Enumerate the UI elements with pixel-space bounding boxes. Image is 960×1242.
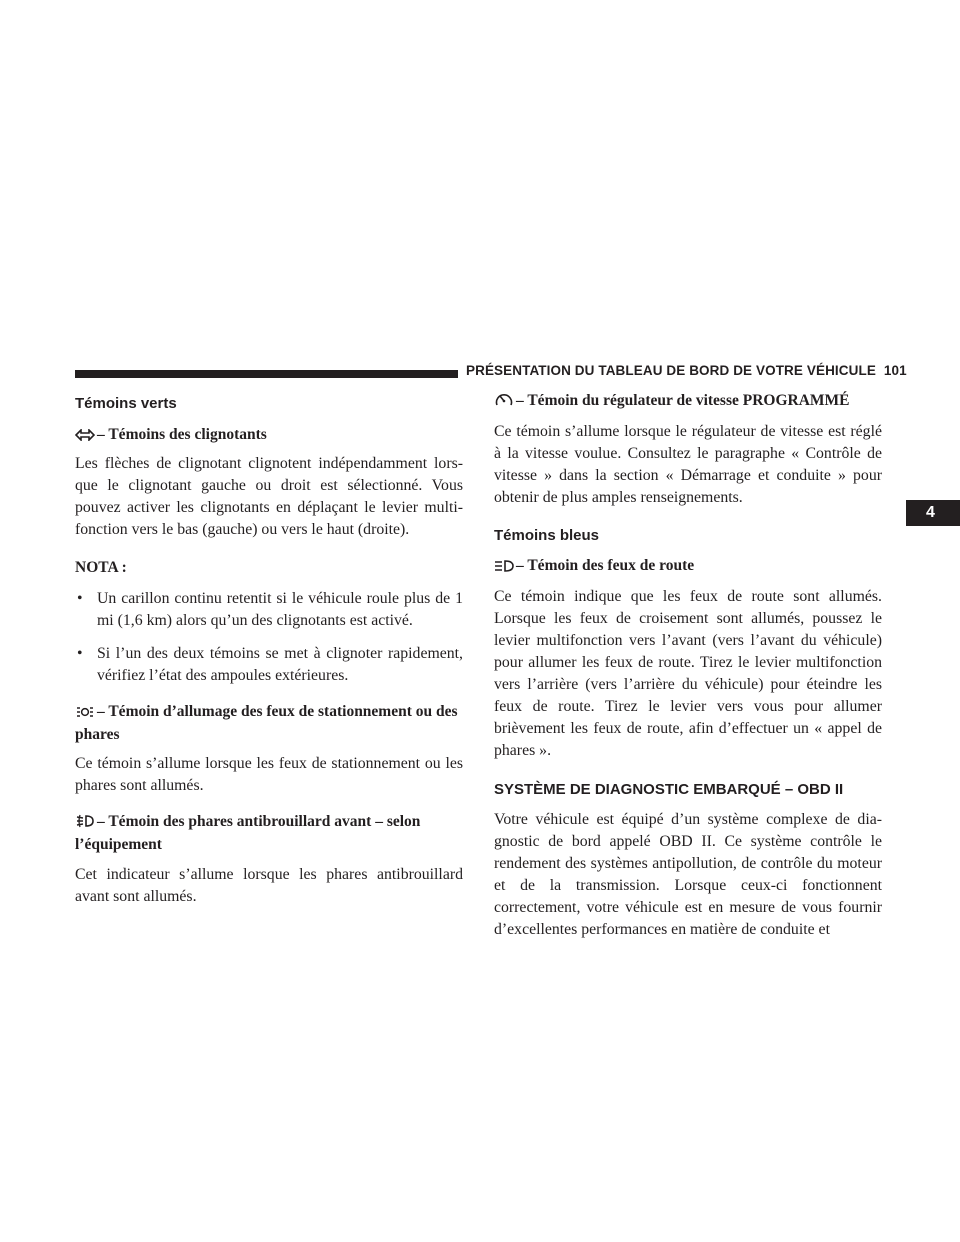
chapter-tab-number: 4 <box>926 504 935 521</box>
fog-lights-heading: – Témoin des phares antibrouillard avant – selon l’équipement <box>75 813 421 853</box>
fog-lights-body: Cet indicateur s’allume lorsque les phares antibrouillard avant sont allumés. <box>75 866 463 905</box>
right-column <box>494 390 882 941</box>
turn-signal-heading: – Témoins des clignotants <box>75 424 463 447</box>
list-item: • Si l’un des deux témoins se met à clignoter rapidement, vérifiez l’état des ampoules extérieures. <box>77 645 463 684</box>
obd-body: Votre véhicule est équipé d’un système complexe de dia-gnostic de bord appelé OBD II. Ce système contrôle le rendement des systèmes antipollution, de contrôle du moteur et de la transmission. Lorsque ceux-ci fonctionnent correctement, votre véhicule est en mesure de vous fournir d’excellentes performances en matière de conduite et <box>494 811 882 938</box>
cruise-heading: – Témoin du régulateur de vitesse PROGRAMMÉ <box>494 390 882 413</box>
parking-lights-heading: – Témoin d’allumage des feux de stationnement ou des phares <box>75 703 458 743</box>
left-column <box>75 390 463 908</box>
parking-lights-body: Ce témoin s’allume lorsque les feux de stationnement ou les phares sont allumés. <box>75 755 463 794</box>
high-beam-body: Ce témoin indique que les feux de route sont allumés. Lorsque les feux de croisement sont allumés, poussez le levier multifonction vers l’avant (vers l’avant du véhicule) pour allumer les feux de route. Tirez le levier multifonction vers l’arrière (vers l’arrière du véhicule) pour éteindre les feux de route. Tirez le levier vers vous pour allumer brièvement les feux de route, afin d’effectuer un « appel de phares ». <box>494 588 882 759</box>
nota-label: NOTA : <box>75 559 127 576</box>
list-item: • Un carillon continu retentit si le véhicule roule plus de 1 mi (1,6 km) alors qu’un des clignotants est activé. <box>77 590 463 629</box>
header-title: PRÉSENTATION DU TABLEAU DE BORD DE VOTRE VÉHICULE <box>466 363 876 378</box>
header-rule <box>75 370 458 378</box>
high-beam-heading: – Témoin des feux de route <box>494 555 882 578</box>
front-fog-light-icon <box>75 813 95 834</box>
chapter-tab <box>906 500 960 526</box>
parking-lights-icon <box>75 703 95 724</box>
high-beam-icon <box>494 557 514 578</box>
cruise-control-icon <box>494 392 514 413</box>
cruise-body: Ce témoin s’allume lorsque le régulateur de vitesse est réglé à la vitesse voulue. Consultez le paragraphe « Contrôle de vitesse » dans la section « Démarrage et conduite » pour obtenir de plus amples renseignements. <box>494 423 882 506</box>
section-title-green: Témoins verts <box>75 395 177 412</box>
obd-section-title: SYSTÈME DE DIAGNOSTIC EMBARQUÉ – OBD II <box>494 781 844 798</box>
section-title-blue: Témoins bleus <box>494 527 600 544</box>
turn-signal-arrows-icon <box>75 426 95 447</box>
nota-list <box>75 588 463 687</box>
page-number: 101 <box>883 363 907 378</box>
running-header <box>466 363 907 378</box>
turn-signal-body: Les flèches de clignotant clignotent indépendamment lors-que le clignotant gauche ou droit est sélectionné. Vous pouvez activer les clignotants en déplaçant le levier multi-fonction vers le bas (gauche) ou vers le haut (droite). <box>75 455 463 538</box>
